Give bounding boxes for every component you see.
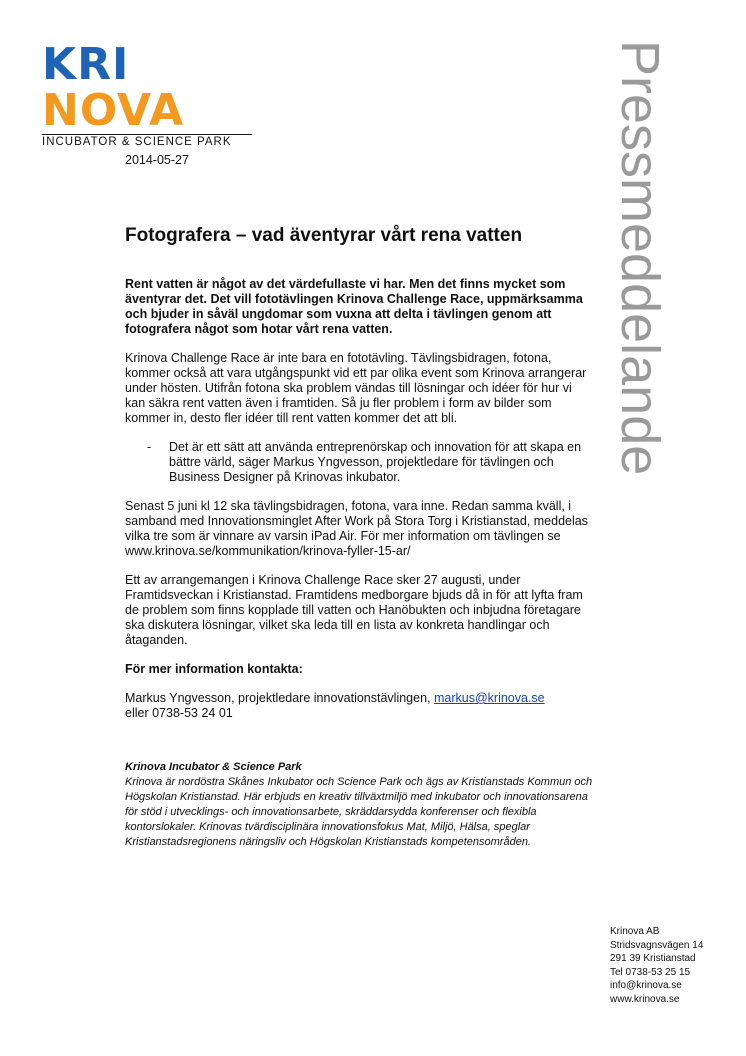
logo-part-nova: NOVA: [42, 85, 185, 136]
paragraph-1: Krinova Challenge Race är inte bara en fototävling. Tävlingsbidragen, fotona, kommer också att vara utgångspunkt vid ett par olika event som Krinova arrangerar under hösten. Utifrån fotona ska problem vändas till lösningar och idéer för hur vi kan säkra rent vatten även i framtiden. Så ju fler problem i form av bilder som kommer in, desto fler idéer till rent vatten kommer det att bli.: [125, 351, 587, 425]
contact-email-link[interactable]: markus@krinova.se: [433, 691, 545, 705]
contact-heading: För mer information kontakta:: [125, 662, 303, 676]
krinova-logo: [42, 39, 252, 148]
contact-person: Markus Yngvesson, projektledare innovationstävlingen,: [125, 691, 434, 705]
quote-text: Det är ett sätt att använda entreprenörskap och innovation för att skapa en bättre värld, säger Markus Yngvesson, projektledare för tävlingen och Business Designer på Krinovas inkubator.: [169, 440, 582, 484]
press-date: 2014-05-27: [125, 153, 189, 167]
lead-paragraph: Rent vatten är något av det värdefullaste vi har. Men det finns mycket som äventyrar det. Det vill fototävlingen Krinova Challenge Race, uppmärksamma och bjuder in såväl ungdomar som vuxna att delta i tävlingen genom att fotografera något som hotar vårt rena vatten.: [125, 277, 583, 336]
footer-street: Stridsvagnsvägen 14: [610, 939, 704, 951]
about-text: Krinova är nordöstra Skånes Inkubator och Science Park och ägs av Kristianstads Kommun och Högskolan Kristianstad. Här erbjuds en kreativ tillväxtmiljö med inkubator och innovationsarena för stöd i utvecklings- och innovationsarbete, skräddarsydda konferenser och flexibla kontorslokaler. Krinovas tvärdisciplinära innovationsfokus Mat, Miljö, Hälsa, speglar Kristianstadsregionens näringsliv och Högskolan Kristianstads kompetensområden.: [125, 776, 593, 848]
paragraph-2: Senast 5 juni kl 12 ska tävlingsbidragen, fotona, vara inne. Redan samma kväll, i samband med Innovationsminglet After Work på Stora Torg i Kristianstad, meddelas vilka tre som är vinnare av varsin iPad Air. För mer information om tävlingen se www.krinova.se/kommunikation/krinova-fyller-15-ar/: [125, 499, 588, 558]
company-address: [610, 925, 740, 1006]
logo-part-kri: KRI: [42, 39, 130, 90]
footer-phone: Tel 0738-53 25 15: [610, 966, 691, 978]
logo-tagline: INCUBATOR & SCIENCE PARK: [42, 134, 252, 148]
footer-email: info@krinova.se: [610, 980, 682, 991]
side-label-pressmeddelande: Pressmeddelande: [610, 40, 670, 476]
contact-line: [125, 691, 595, 706]
contact-phone: eller 0738-53 24 01: [125, 706, 233, 720]
about-org-name: Krinova Incubator & Science Park: [125, 761, 302, 773]
footer-website: www.krinova.se: [610, 993, 680, 1005]
about-block: [125, 760, 595, 850]
paragraph-3: Ett av arrangemangen i Krinova Challenge Race sker 27 augusti, under Framtidsveckan i Kristianstad. Framtidens medborgare bjuds då in för att lyfta fram de problem som finns kopplade till vatten och Hanöbukten och inbjudna företagare ska diskutera lösningar, vilket ska leda till en lista av konkreta handlingar och åtaganden.: [125, 573, 583, 647]
footer-company: Krinova AB: [610, 926, 660, 937]
footer-city: 291 39 Kristianstad: [610, 953, 696, 964]
logo-wordmark: [42, 39, 252, 136]
press-body: [125, 277, 595, 721]
quote-item: [147, 440, 595, 485]
contact-block: [125, 662, 595, 721]
quote-dash: -: [147, 440, 152, 454]
page-title: Fotografera – vad äventyrar vårt rena vatten: [125, 225, 523, 246]
